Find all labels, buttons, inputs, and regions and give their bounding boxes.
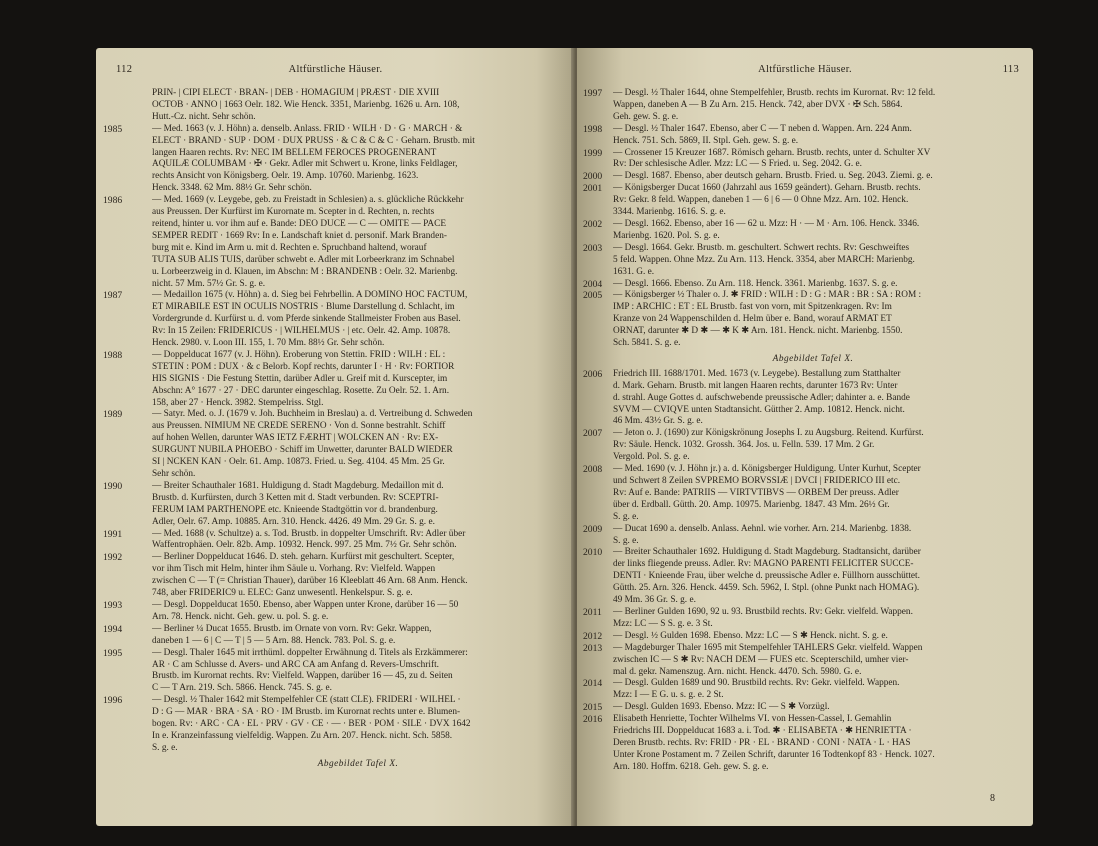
entry-line: Gütth. 25. Arn. 326. Henck. 4459. Sch. 5962, I. Stpl. (ohne Punkt nach HOMAG). [613, 583, 920, 594]
catalog-entry [583, 88, 1013, 124]
page-number: 113 [1002, 64, 1019, 75]
entry-number: 1999 [583, 147, 603, 159]
entry-line: — Ducat 1690 a. denselb. Anlass. Aehnl. wie vorher. Arn. 214. Marienbg. 1838. [613, 523, 912, 534]
entry-line: 1631. G. e. [613, 266, 655, 277]
entry-line: ORNAT, darunter ✱ D ✱ — ✱ K ✱ Arn. 181. Henck. nicht. Marienbg. 1550. [613, 326, 903, 337]
entry-line: — Med. 1663 (v. J. Höhn) a. denselb. Anlass. FRID · WILH · D · G · MARCH · & [152, 123, 463, 134]
entry-line: Mzz: I — E G. u. s. g. e. 2 St. [613, 690, 724, 701]
entry-line: 3344. Marienbg. 1616. S. g. e. [613, 207, 726, 218]
entry-line: 49 Mm. 36 Gr. S. g. e. [613, 595, 696, 606]
entry-line: aus Preussen. NIMIUM NE CREDE SERENO · Von d. Sonne bestrahlt. Schiff [152, 421, 446, 432]
entry-line: Abschn: A° 1677 · 27 · DEC darunter eingeschlag. Rosette. Zu Oelr. 52. 1. Arn. [152, 385, 450, 396]
left-page [96, 48, 575, 826]
entry-line: — Breiter Schauthaler 1692. Huldigung d. Stadt Magdeburg. Stadtansicht, darüber [613, 547, 921, 558]
entry-line: Friedrichs III. Doppelducat 1683 a. i. Tod. ✱ · ELISABETA · ✱ HENRIETTA · [613, 726, 912, 737]
entry-line: zwischen IC — S ✱ Rv: NACH DEM — FUES etc. Scepterschild, umher vier- [613, 654, 909, 665]
entry-line: langen Haaren rechts. Rv: NEC IM BELLEM FEROCES PROGENERANT [152, 147, 437, 158]
entry-number: 1989 [103, 409, 123, 421]
entry-line: — Desgl. Gulden 1689 und 90. Brustbild rechts. Rv: Gekr. vielfeld. Wappen. [613, 678, 900, 689]
entry-line: 748, aber FRIDERIC9 u. ELEC: Ganz unwesentl. Henkelspur. S. g. e. [152, 588, 413, 599]
entry-line: Henck. 3348. 62 Mm. 88½ Gr. Sehr schön. [152, 183, 312, 194]
catalog-entry [583, 464, 1013, 524]
entry-number: 2006 [583, 368, 603, 380]
page-number: 112 [116, 64, 133, 75]
catalog-entry [103, 552, 564, 600]
entry-line: Brustb. im Kurornat rechts. Rv: Vielfeld. Wappen, darüber 16 — 45, zu d. Seiten [152, 671, 453, 682]
entry-number: 2014 [583, 678, 603, 690]
entry-line: — Desgl. 1666. Ebenso. Zu Arn. 118. Henck. 3361. Marienbg. 1637. S. g. e. [613, 278, 898, 289]
entry-line: Marienbg. 1620. Pol. S. g. e. [613, 230, 720, 241]
entry-line: Friedrich III. 1688/1701. Med. 1673 (v. Leygebe). Bestallung zum Statthalter [613, 368, 901, 379]
entry-line: — Desgl. 1662. Ebenso, aber 16 — 62 u. Mzz: H · — M · Arn. 106. Henck. 3346. [613, 218, 920, 229]
entry-line: Elisabeth Henriette, Tochter Wilhelms VI. von Hessen-Cassel, I. Gemahlin [613, 714, 892, 725]
entry-line: Henck. 751. Sch. 5869, II. Stpl. Geh. gew. S. g. e. [613, 135, 799, 146]
running-title: Altfürstliche Häuser. [288, 64, 383, 75]
entry-line: Hutt.-Cz. nicht. Sehr schön. [152, 111, 256, 122]
entry-number: 1988 [103, 349, 123, 361]
entry-line: Vordergrunde d. Kurfürst u. d. vom Pferde sinkende Stallmeister Froben aus Basel. [152, 314, 461, 325]
entry-line: PRIN- | CIPI ELECT · BRAN- | DEB · HOMAGIUM | PRÆST · DIE XVIII [152, 88, 440, 98]
entry-line: — Desgl. ½ Thaler 1644, ohne Stempelfehler, Brustb. rechts im Kurornat. Rv: 12 feld. [613, 88, 936, 98]
entry-line: Waffentrophäen. Oelr. 82b. Amp. 10932. Henck. 997. 25 Mm. 7½ Gr. Sehr schön. [152, 540, 457, 551]
running-title: Altfürstliche Häuser. [758, 64, 852, 75]
entry-line: — Med. 1669 (v. Leygebe, geb. zu Freistadt in Schlesien) a. s. glückliche Rückkehr [152, 195, 464, 206]
catalog-entry [583, 606, 1013, 631]
entry-number: 2009 [583, 523, 603, 535]
entry-line: 5 feld. Wappen. Ohne Mzz. Zu Arn. 113. Henck. 3354, aber MARCH: Marienbg. [613, 254, 915, 265]
entry-line: ET MIRABILE EST IN OCULIS NOSTRIS · Blume Darstellung d. Schlacht, im [152, 302, 455, 313]
entry-line: aus Preussen. Der Kurfürst im Kurornate m. Scepter in d. Rechten, n. rechts [152, 207, 435, 218]
entry-number: 1991 [103, 528, 123, 540]
entry-line: Deren Brustb. rechts. Rv: FRID · PR · EL · BRAND · CONI · NATA · L · HAS [613, 737, 911, 748]
entry-number: 2004 [583, 278, 603, 290]
entry-number: 1993 [103, 599, 123, 611]
right-text-column [583, 88, 1013, 774]
entry-line: FERUM IAM PARTHENOPE etc. Knieende Stadtgöttin vor d. brandenburg. [152, 504, 438, 515]
entry-line: — Desgl. 1664. Gekr. Brustb. m. geschultert. Schwert rechts. Rv: Geschweiftes [613, 242, 910, 253]
catalog-entry [583, 630, 1013, 643]
entry-line: Unter Krone Postament m. 7 Zeilen Schrift, darunter 16 Todtenkopf 83 · Henck. 1027. [613, 749, 935, 760]
catalog-entry [103, 290, 564, 350]
catalog-entry [103, 599, 564, 624]
entry-line: SI | NCKEN KAN · Oelr. 61. Amp. 10873. Fried. u. Seg. 4104. 45 Mm. 25 Gr. [152, 457, 445, 468]
entry-line: — Desgl. ½ Thaler 1647. Ebenso, aber C — T neben d. Wappen. Arn. 224 Anm. [613, 123, 912, 134]
catalog-entry [583, 702, 1013, 714]
entry-line: — Berliner Doppelducat 1646. D. steh. geharn. Kurfürst mit geschultert. Scepter, [152, 552, 455, 563]
catalog-entry [583, 547, 1013, 607]
entry-line: Rv: Der schlesische Adler. Mzz: LC — S Fried. u. Seg. 2042. G. e. [613, 159, 862, 170]
entry-number: 2012 [583, 630, 603, 642]
signature-mark: 8 [990, 793, 995, 804]
catalog-entry [103, 647, 564, 696]
catalog-entry [583, 218, 1013, 243]
entry-line: Adler, Oelr. 67. Amp. 10885. Arn. 310. Henck. 4426. 49 Mm. 29 Gr. S. g. e. [152, 516, 435, 527]
entry-line: — Desgl. ½ Gulden 1698. Ebenso. Mzz: LC — S ✱ Henck. nicht. S. g. e. [613, 630, 888, 641]
entry-number: 2011 [583, 606, 602, 618]
entry-line: D : G — MAR · BRA · SA · RO · IM Brustb. im Kurornat rechts unter e. Blumen- [152, 707, 461, 718]
entry-line: AR · C am Schlusse d. Avers- und ARC CA am Anfang d. Revers-Umschrift. [152, 659, 439, 670]
entry-line: — Königsberger Ducat 1660 (Jahrzahl aus 1659 geändert). Geharn. Brustb. rechts. [613, 183, 921, 194]
entry-line: C — T Arn. 219. Sch. 5866. Henck. 745. S. g. e. [152, 683, 332, 694]
entry-line: Geh. gew. S. g. e. [613, 111, 679, 122]
right-page [577, 48, 1033, 826]
entry-line: Henck. 2980. v. Loon III. 155, 1. 70 Mm. 88½ Gr. Sehr schön. [152, 338, 385, 349]
entry-number: 1987 [103, 290, 123, 302]
entry-line: — Satyr. Med. o. J. (1679 v. Joh. Buchheim in Breslau) a. d. Vertreibung d. Schweden [152, 409, 473, 420]
entry-line: In e. Kranzeinfassung vielfeldig. Wappen. Zu Arn. 207. Henck. nicht. Sch. 5858. [152, 730, 453, 741]
entry-line: burg mit e. Kind im Arm u. mit d. Rechten e. Spruchband haltend, worauf [152, 242, 427, 253]
entry-line: Arn. 180. Hoffm. 6218. Geh. gew. S. g. e. [613, 761, 769, 772]
catalog-entry [583, 678, 1013, 702]
entry-number: 2003 [583, 242, 603, 254]
entry-number: 2008 [583, 464, 603, 476]
entry-line: — Desgl. Doppelducat 1650. Ebenso, aber Wappen unter Krone, darüber 16 — 50 [152, 599, 459, 610]
catalog-entry [583, 523, 1013, 548]
entry-line: S. g. e. [613, 511, 639, 522]
entry-line: — Jeton o. J. (1690) zur Königskrönung Josephs I. zu Augsburg. Reitend. Kurfürst. [613, 428, 924, 439]
catalog-entry [103, 695, 564, 755]
plate-caption: Abgebildet Tafel X. [317, 758, 399, 769]
entry-line: — Desgl. ½ Thaler 1642 mit Stempelfehler CE (statt CLE). FRIDERI · WILHEL · [152, 695, 461, 706]
catalog-entry [103, 409, 564, 480]
entry-line: — Desgl. 1687. Ebenso, aber deutsch geharn. Brustb. Fried. u. Seg. 2043. Ziemi. g. e. [613, 171, 933, 182]
entry-number: 2016 [583, 714, 603, 726]
catalog-entry [103, 123, 564, 195]
entry-line: Vergold. Pol. S. g. e. [613, 452, 690, 463]
entry-number: 1994 [103, 623, 123, 635]
entry-line: Mzz: LC — S S. g. e. 3 St. [613, 618, 713, 629]
entry-line: — Crossener 15 Kreuzer 1687. Römisch geharn. Brustb. rechts, unter d. Schulter XV [613, 147, 931, 158]
entry-line: — Doppelducat 1677 (v. J. Höhn). Eroberung von Stettin. FRID : WILH : EL : [152, 349, 446, 360]
entry-line: S. g. e. [613, 535, 639, 546]
entry-line: bogen. Rv: · ARC · CA · EL · PRV · GV · CE · — · BER · POM · SILE · DVX 1642 [152, 719, 471, 730]
entry-line: zwischen C — T (= Christian Thauer), darüber 16 Kleeblatt 46 Arn. 68 Anm. Henck. [152, 576, 468, 587]
entry-line: Rv: In 15 Zeilen: FRIDERICUS · | WILHELMUS · | etc. Oelr. 42. Amp. 10878. [152, 326, 451, 337]
entry-number: 2010 [583, 547, 603, 559]
entry-number: 1998 [583, 123, 603, 135]
entry-line: — Desgl. Thaler 1645 mit irrthüml. doppelter Erwähnung d. Titels als Erzkämmerer: [152, 647, 468, 658]
entry-line: rechts Ansicht von Königsberg. Oelr. 19. Amp. 10760. Marienbg. 1623. [152, 171, 419, 182]
entry-number: 1986 [103, 195, 123, 207]
entry-line: DENTI · Knieende Frau, über welche d. preussische Adler e. Füllhorn ausschüttet. [613, 571, 920, 582]
entry-line: ELECT · BRAND · SUP · DOM · DUX PRUSS · & C & C & C · Geharn. Brustb. mit [152, 135, 475, 146]
entry-line: vor ihm Tisch mit Helm, hinter ihm Säule u. Vorhang. Rv: Vielfeld. Wappen [152, 564, 436, 575]
catalog-entry [583, 642, 1013, 679]
catalog-entry [583, 123, 1013, 148]
catalog-entry [103, 528, 564, 553]
entry-line: der links fliegende preuss. Adler. Rv: MAGNO PARENTI FELICITER SUCCE- [613, 559, 914, 570]
entry-line: SURGUNT NUBILA PHOEBO · Schiff im Unwetter, darunter BALD WIEDER [152, 445, 453, 456]
entry-line: — Desgl. Gulden 1693. Ebenso. Mzz: IC — S ✱ Vorzügl. [613, 702, 830, 713]
entry-line: AQUILÆ COLUMBAM · ✠ · Gekr. Adler mit Schwert u. Krone, links Feldlager, [152, 159, 458, 170]
catalog-entry [583, 147, 1013, 172]
entry-line: Rv: Säule. Henck. 1032. Grossh. 364. Jos. u. Felln. 539. 17 Mm. 2 Gr. [613, 440, 875, 451]
entry-line: d. Mark. Geharn. Brustb. mit langen Haaren rechts, darunter 1673 Rv: Unter [613, 380, 898, 391]
entry-line: Rv: Gekr. 8 feld. Wappen, daneben 1 — 6 | 6 — 0 Ohne Mzz. Arn. 102. Henck. [613, 195, 909, 206]
entry-line: mal d. gekr. Namenszug. Arn. nicht. Henck. 4470. Sch. 5980. G. e. [613, 666, 862, 677]
entry-number: 2015 [583, 702, 603, 714]
entry-number: 2007 [583, 428, 603, 440]
entry-line: reitend, hinter u. vor ihm auf e. Bande: DEO DUCE — C — OMITE — PACE [152, 218, 447, 229]
entry-line: Wappen, daneben A — B Zu Arn. 215. Henck. 742, aber DVX · ✠ Sch. 5864. [613, 99, 903, 110]
entry-line: — Berliner Gulden 1690, 92 u. 93. Brustbild rechts. Rv: Gekr. vielfeld. Wappen. [613, 606, 913, 617]
entry-line: über d. Erdball. Gütth. 20. Amp. 10975. Marienbg. 1847. 43 Mm. 26½ Gr. [613, 499, 890, 510]
entry-number: 1990 [103, 480, 123, 492]
catalog-entry [583, 183, 1013, 219]
catalog-entry [583, 714, 1013, 774]
catalog-entry [583, 242, 1013, 279]
left-text-column [103, 88, 564, 774]
catalog-entry [583, 290, 1013, 350]
catalog-entry [583, 368, 1013, 429]
entry-line: Arn. 78. Henck. nicht. Geh. gew. u. pol. S. g. e. [152, 611, 329, 622]
entry-line: Sehr schön. [152, 469, 196, 479]
entry-number: 1997 [583, 88, 603, 99]
entry-number: 1996 [103, 695, 123, 707]
entry-line: daneben 1 — 6 | C — T | 5 — 5 Arn. 88. Henck. 783. Pol. S. g. e. [152, 635, 396, 646]
plate-caption: Abgebildet Tafel X. [772, 353, 854, 364]
entry-number: 1995 [103, 647, 123, 659]
catalog-entry [103, 195, 564, 290]
entry-line: OCTOB · ANNO | 1663 Oelr. 182. Wie Henck. 3351, Marienbg. 1626 u. Arn. 108, [152, 99, 460, 110]
entry-line: Brustb. d. Kurfürsten, durch 3 Ketten mit d. Stadt verbunden. Rv: SCEPTRI- [152, 492, 439, 503]
entry-line: — Medaillon 1675 (v. Höhn) a. d. Sieg bei Fehrbellin. A DOMINO HOC FACTUM, [152, 290, 468, 301]
entry-line: d. strahl. Auge Gottes d. aufschwebende preussische Adler; dahinter a. e. Bande [613, 392, 910, 403]
entry-number: 2002 [583, 218, 603, 230]
entry-line: — Med. 1690 (v. J. Höhn jr.) a. d. Königsberger Huldigung. Unter Kurhut, Scepter [613, 464, 921, 475]
entry-line: Rv: Auf e. Bande: PATRIIS — VIRTVTIBVS — ORBEM Der preuss. Adler [613, 487, 899, 498]
entry-line: S. g. e. [152, 742, 178, 753]
entry-line: Sch. 5841. S. g. e. [613, 338, 681, 349]
catalog-entry [583, 278, 1013, 291]
entry-line: TUTA SUB ALIS TUIS, darüber schwebt e. Adler mit Lorbeerkranz im Schnabel [152, 254, 455, 265]
entry-line: — Med. 1688 (v. Schultze) a. s. Tod. Brustb. in doppelter Umschrift. Rv: Adler über [152, 528, 466, 539]
entry-line: Kranze von 24 Wappenschilden d. Helm über e. Band, worauf ARMAT ET [613, 314, 892, 325]
entry-line: SVVM — CVIQVE unten Stadtansicht. Gütther 2. Amp. 10812. Henck. nicht. [613, 404, 905, 415]
entry-line: 158, aber 27 · Henck. 3982. Stempelriss. Stgl. [152, 397, 324, 408]
entry-line: auf hohen Wellen, darunter WAS IETZ FÆRHT | WOLCKEN AN · Rv: EX- [152, 433, 439, 444]
entry-number: 1985 [103, 123, 123, 135]
entry-line: HIS SIGNIS · Die Festung Stettin, darüber Adler u. Greif mit d. Kurscepter, im [152, 373, 448, 384]
catalog-entry [103, 480, 564, 529]
entry-line: — Berliner ¼ Ducat 1655. Brustb. im Ornate von vorn. Rv: Gekr. Wappen, [152, 623, 432, 634]
entry-line: IMP : ARCHIC : ET : EL Brustb. fast von vorn, mit Spitzenkragen. Rv: Im [613, 302, 892, 313]
entry-line: — Königsberger ½ Thaler o. J. ✱ FRID : WILH : D : G : MAR : BR : SA : ROM : [613, 290, 922, 301]
entry-number: 2001 [583, 183, 603, 195]
entry-line: und Schwert 8 Zeilen SVPREMO BORVSSIÆ | DVCI | FRIDERICO III etc. [613, 476, 901, 486]
entry-number: 1992 [103, 552, 123, 564]
entry-line: u. Lorbeerzweig in d. Klauen, im Abschn: M : BRANDENB : Oelr. 32. Marienbg. [152, 266, 458, 277]
entry-number: 2005 [583, 290, 603, 302]
entry-line: SEMPER REDIT · 1669 Rv: In e. Landschaft kniet d. personif. Mark Branden- [152, 230, 447, 241]
catalog-entry [103, 349, 564, 410]
catalog-entry [103, 623, 564, 648]
entry-line: nicht. 57 Mm. 57½ Gr. S. g. e. [152, 278, 266, 289]
entry-line: STETIN : POM : DUX · & c Belorb. Kopf rechts, darunter I · H · Rv: FORTIOR [152, 361, 455, 372]
entry-number: 2000 [583, 171, 603, 183]
entry-line: — Breiter Schauthaler 1681. Huldigung d. Stadt Magdeburg. Medaillon mit d. [152, 480, 444, 491]
entry-line: — Magdeburger Thaler 1695 mit Stempelfehler TAHLERS Gekr. vielfeld. Wappen [613, 642, 923, 653]
catalog-entry [583, 171, 1013, 183]
entry-line: 46 Mm. 43½ Gr. S. g. e. [613, 416, 703, 427]
catalog-entry [583, 428, 1013, 464]
catalog-entry [152, 88, 564, 124]
entry-number: 2013 [583, 642, 603, 654]
